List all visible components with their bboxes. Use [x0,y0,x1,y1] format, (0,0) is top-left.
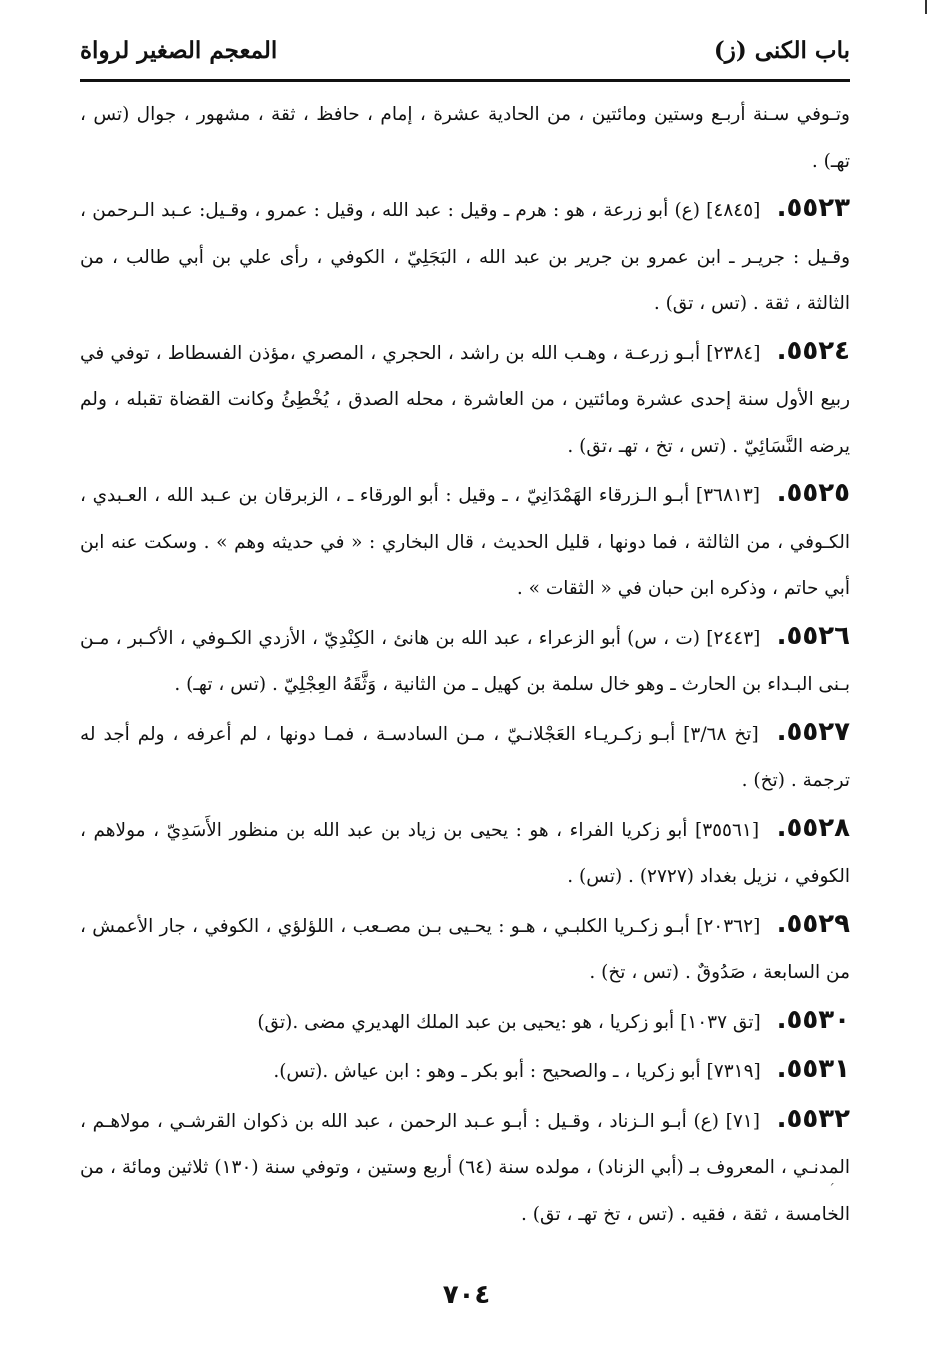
entry-number: ٥٥٢٦. [776,620,850,651]
entry-text: [٤٨٤٥] (ع) أبو زرعة ، هو : هرم ـ وقيل : عبد الله ، وقيل : عمرو ، وقـيل: عـبد الـرحمن ، وقـيل : جريـر ـ ابن عمرو بن جرير بن عبد الله ، البَجَلِيّ ، الكوفي ، رأى علي بن أبي طالب ، من الثالثة ، ثقة . (تس ، تق) . [80,200,850,314]
entry-number: ٥٥٢٨. [776,812,850,843]
entry-text: [٢٣٨٤] أبـو زرعـة ، وهـب الله بن راشد ، الحجري ، المصري ،مؤذن الفسطاط ، توفي في ربيع الأول سنة إحدى عشرة ومائتين ، من العاشرة ، محله الصدق ، يُخْطِئُ وكانت القضاة تقبله ، ولم يرضه النَّسَائِيّ . (تس ، تخ ، تهـ ،تق) . [80,342,850,457]
entry-5531 [80,1046,850,1096]
entry-text: [٧١] (ع) أبـو الـزناد ، وقـيل : أبـو عـبد الرحمن ، عبد الله بن ذكوان القرشـي ، مولاهـم ، المدنـي ، المعروف بـ (أبي الزناد) ، مولده سنة (٦٤) أربع وستين ، وتوفي سنة (١٣٠) ثلاثين ومائة ، من الخامسة ، ثقة ، فقيه . (تس ، تخ تهـ ، تق) . [80,1110,850,1225]
entry-text: [تخ ٣/٦٨] أبـو زكـريـاء العَجْلانـيّ ، مـن السادسـة ، فمـا دونها ، لم أعرفه ، ولم أجد له ترجمة . (تخ) . [80,723,850,791]
entry-number: ٥٥٢٤. [776,335,850,366]
entry-text: [٧٣١٩] أبو زكريا ، ـ والصحيح : أبو بكر ـ وهو : ابن عياش .(تس). [273,1061,761,1082]
running-header [80,30,850,70]
entry-text: [تق ١٠٣٧] أبو زكريا ، هو :يحيى بن عبد الملك الهديري مضى .(تق) [257,1011,761,1033]
entry-number: ٥٥٣٢. [776,1103,850,1134]
page-number: ٧٠٤ [442,1280,491,1310]
margin-mark: ˊ [828,1182,835,1198]
header-rule [80,79,850,82]
entries-body [80,92,850,1238]
scan-mark [925,0,927,14]
entry-continuation [80,92,850,185]
entry-text: [٣٥٥٦١] أبو زكريا الفراء ، هو : يحيى بن زياد بن عبد الله بن منظور الأَسَدِيّ ، مولاهم ، الكوفي ، نزيل بغداد (٢٧٢٧) . (تس) . [80,819,850,887]
entry-5524 [80,328,850,471]
entry-5523 [80,185,850,328]
entry-5526 [80,613,850,709]
entry-5525 [80,470,850,613]
header-chapter-title: باب الكنى (ز) [713,36,850,64]
entry-5529 [80,901,850,997]
entry-5528 [80,805,850,901]
entry-number: ٥٥٢٩. [776,908,850,939]
entry-5530 [80,997,850,1047]
entry-number: ٥٥٢٣. [776,193,850,223]
entry-number: ٥٥٣١. [776,1054,850,1084]
entry-number: ٥٥٢٥. [776,478,850,508]
entry-text: [٣٦٨١٣] أبـو الـزرقاء الهَمْدَانِيّ ، ـ وقيل : أبو الورقاء ـ ، الزبرقان بن عـبد الله ، العـبدي ، الكـوفي ، من الثالثة ، فما دونها ، قليل الحديث ، قال البخاري : « في حديثه وهم » . وسكت عنه ابن أبي حاتم ، وذكره ابن حبان في « الثقات » . [80,485,850,599]
entry-text: وتـوفي سـنة أربـع وستين ومائتين ، من الحادية عشرة ، إمام ، حافظ ، ثقة ، مشهور ، جوال (تس ، تهـ) . [80,104,850,172]
entry-5532 [80,1096,850,1239]
entry-text: [٢٠٣٦٢] أبـو زكـريا الكلبـي ، هـو : يحـيى بـن مصـعب ، اللؤلؤي ، الكوفي ، جار الأعمش ، من السابعة ، صَدُوقٌ . (تس ، تخ) . [80,915,850,983]
entry-number: ٥٥٢٧. [776,716,850,747]
entry-text: [٢٤٤٣] (ت ، س) أبو الزعراء ، عبد الله بن هانئ ، الكِنْدِيّ ، الأزدي الكـوفي ، الأكـبر ، مـن بـنى البـداء بن الحارث ـ وهو خال سلمة بن كهيل ـ من الثانية ، وَثَّقَهُ العِجْلِيّ . (تس ، تهـ) . [80,627,850,695]
entry-number: ٥٥٣٠. [776,1004,850,1035]
entry-5527 [80,709,850,805]
header-book-title: المعجم الصغير لرواة [80,36,278,64]
